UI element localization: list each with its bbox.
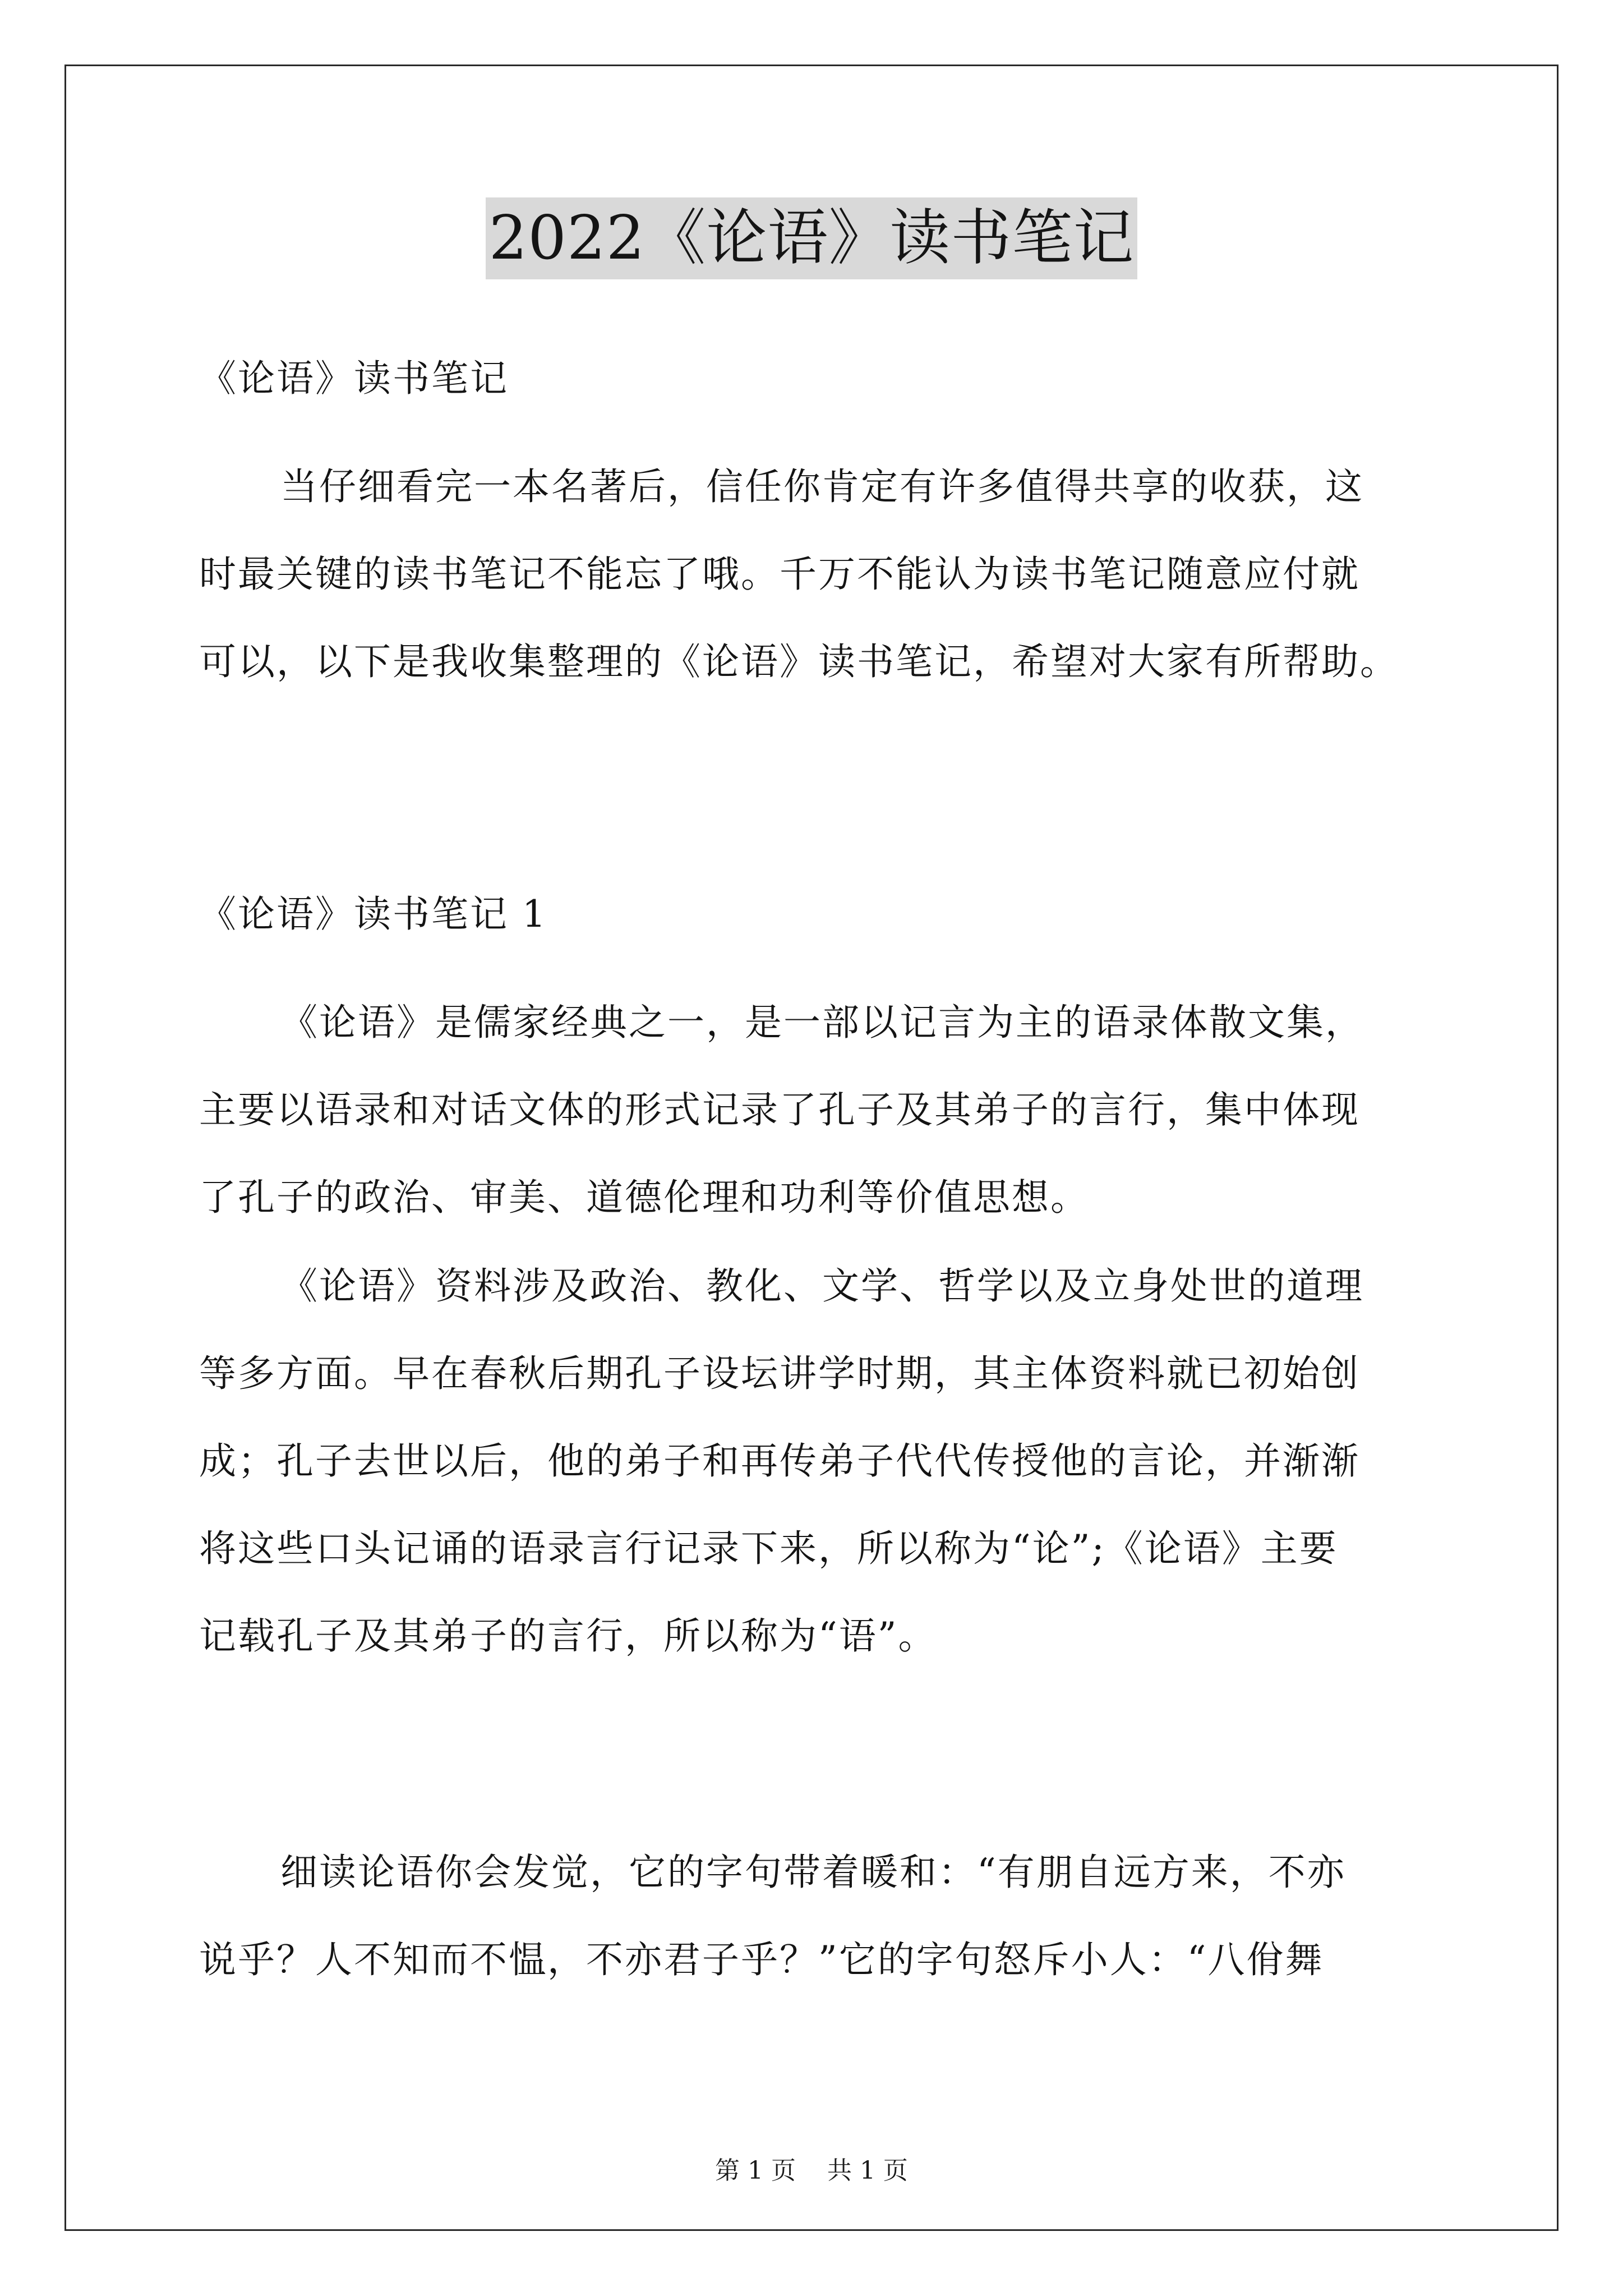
paragraph-line: 将这些口头记诵的语录言行记录下来，所以称为“论”;《论语》主要	[199, 1527, 1338, 1570]
paragraph-3	[199, 1829, 1444, 2004]
paragraph-line: 当仔细看完一本名著后，信任你肯定有许多值得共享的收获，这	[280, 465, 1364, 508]
paragraph-line: 《论语》资料涉及政治、教化、文学、哲学以及立身处世的道理	[280, 1264, 1364, 1308]
paragraph-2	[199, 1243, 1444, 1680]
page-footer	[0, 2154, 1623, 2188]
intro-heading: 《论语》读书笔记	[199, 357, 509, 400]
paragraph-line: 记载孔子及其弟子的言行，所以称为“语”。	[199, 1614, 937, 1658]
paragraph-line: 主要以语录和对话文体的形式记录了孔子及其弟子的言行，集中体现	[199, 1088, 1360, 1131]
paragraph-line: 说乎？人不知而不愠，不亦君子乎？”它的字句怒斥小人：“八佾舞	[199, 1938, 1324, 1981]
paragraph-line: 《论语》是儒家经典之一，是一部以记言为主的语录体散文集，	[280, 1001, 1364, 1044]
paragraph-line: 成；孔子去世以后，他的弟子和再传弟子代代传授他的言论，并渐渐	[199, 1439, 1360, 1483]
intro-paragraph	[199, 443, 1444, 706]
paragraph-line: 细读论语你会发觉，它的字句带着暖和：“有朋自远方来，不亦	[280, 1851, 1346, 1894]
paragraph-line: 时最关键的读书笔记不能忘了哦。千万不能认为读书笔记随意应付就	[199, 553, 1360, 596]
paragraph-1	[199, 979, 1444, 1241]
paragraph-line: 可以，以下是我收集整理的《论语》读书笔记，希望对大家有所帮助。	[199, 640, 1399, 683]
paragraph-line: 了孔子的政治、审美、道德伦理和功利等价值思想。	[199, 1176, 1089, 1219]
document-title: 2022《论语》读书笔记	[486, 197, 1138, 279]
title-container	[0, 197, 1623, 279]
paragraph-line: 等多方面。早在春秋后期孔子设坛讲学时期，其主体资料就已初始创	[199, 1352, 1360, 1395]
page-number: 第 1 页 共 1 页	[715, 2156, 908, 2185]
section-heading: 《论语》读书笔记 1	[199, 892, 547, 936]
